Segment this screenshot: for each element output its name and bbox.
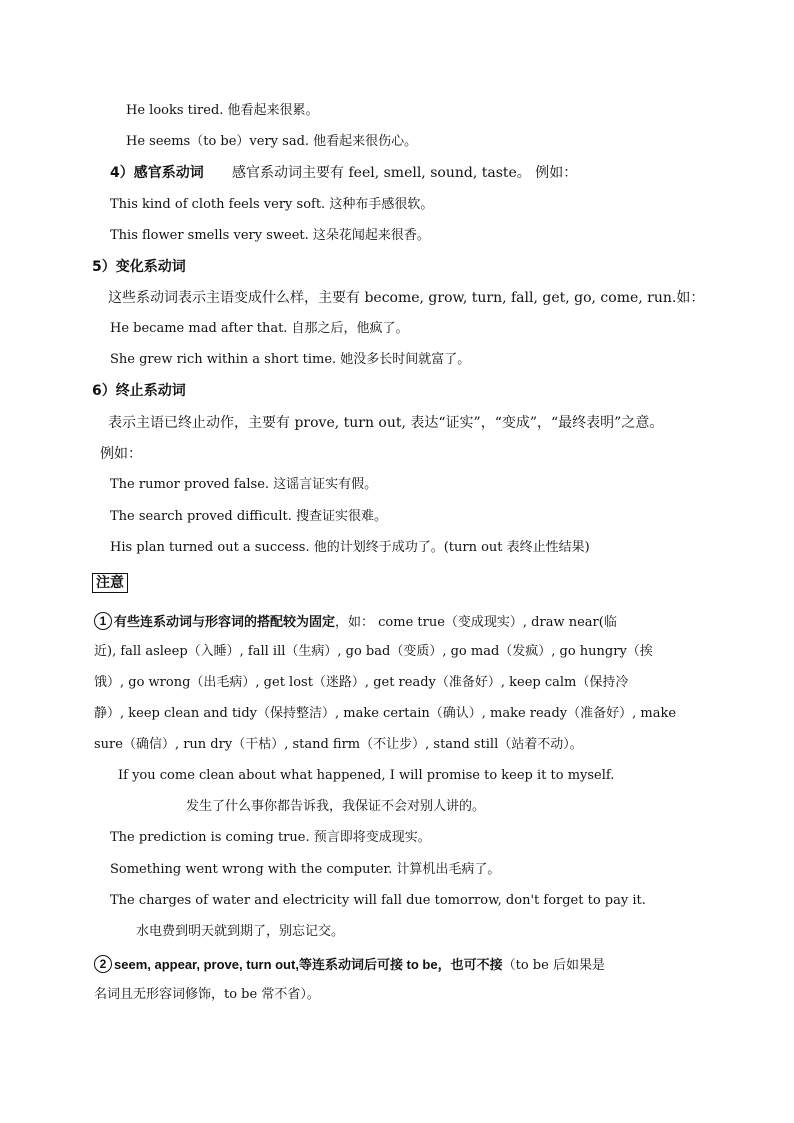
- example-line: She grew rich within a short time. 她没多长时间就富了。: [110, 352, 471, 367]
- section-6-text: 表示主语已终止动作，主要有 prove, turn out, 表达“证实”，“变成”，“最终表明”之意。: [108, 415, 664, 431]
- note-1-line: 近), fall asleep（入睡）, fall ill（生病）, go bad（变质）, go mad（发疯）, go hungry（挨: [94, 644, 653, 659]
- example-line: This flower smells very sweet. 这朵花闻起来很香。: [110, 228, 430, 243]
- example-line: The charges of water and electricity will fall due tomorrow, don't forget to pay it.: [110, 893, 646, 908]
- example-translation: 水电费到明天就到期了，别忘记交。: [136, 924, 345, 939]
- note-2-line: [94, 955, 605, 975]
- example-translation: 发生了什么事你都告诉我，我保证不会对别人讲的。: [186, 799, 486, 814]
- example-line: The prediction is coming true. 预言即将变成现实。: [110, 830, 431, 845]
- section-4-line: [110, 164, 577, 183]
- note-2-line: 名词且无形容词修饰，to be 常不省）。: [94, 987, 320, 1002]
- example-line: This kind of cloth feels very soft. 这种布手感很软。: [110, 197, 434, 212]
- note-1-line: [94, 612, 617, 632]
- example-line: If you come clean about what happened, I will promise to keep it to myself.: [118, 768, 615, 783]
- circled-number-1: 1: [94, 612, 112, 630]
- section-6-heading: 6）终止系动词: [92, 383, 186, 399]
- note-1-text: ，如： come true（变成现实）, draw near(临: [335, 615, 617, 630]
- example-line: The search proved difficult. 搜查证实很难。: [110, 509, 388, 524]
- note-1-line: 静）, keep clean and tidy（保持整洁）, make certain（确认）, make ready（准备好）, make: [94, 706, 677, 721]
- example-line: His plan turned out a success. 他的计划终于成功了。(turn out 表终止性结果): [110, 540, 590, 555]
- note-2-text: （to be 后如果是: [502, 958, 605, 973]
- note-1-heading: 有些连系动词与形容词的搭配较为固定: [114, 615, 336, 630]
- example-line: He seems（to be）very sad. 他看起来很伤心。: [126, 134, 418, 149]
- example-line: He looks tired. 他看起来很累。: [126, 103, 319, 118]
- example-line: Something went wrong with the computer. 计算机出毛病了。: [110, 862, 501, 877]
- example-line: He became mad after that. 自那之后，他疯了。: [110, 321, 409, 336]
- note-1-line: 饿）, go wrong（出毛病）, get lost（迷路）, get ready（准备好）, keep calm（保持冷: [94, 675, 629, 690]
- section-4-heading: 4）感官系动词: [110, 165, 204, 181]
- note-2-heading: seem, appear, prove, turn out,等连系动词后可接 to be，也可不接: [114, 957, 503, 972]
- note-label: 注意: [92, 573, 128, 593]
- section-5-text: 这些系动词表示主语变成什么样，主要有 become, grow, turn, fall, get, go, come, run.如：: [108, 290, 705, 306]
- circled-number-2: 2: [94, 955, 112, 973]
- section-5-heading: 5）变化系动词: [92, 259, 186, 275]
- section-4-text: 感官系动词主要有 feel, smell, sound, taste。 例如：: [232, 165, 578, 181]
- section-6-text-cont: 例如：: [100, 446, 142, 462]
- example-line: The rumor proved false. 这谣言证实有假。: [110, 477, 378, 492]
- note-1-line: sure（确信）, run dry（干枯）, stand firm（不让步）, stand still（站着不动）。: [94, 737, 583, 752]
